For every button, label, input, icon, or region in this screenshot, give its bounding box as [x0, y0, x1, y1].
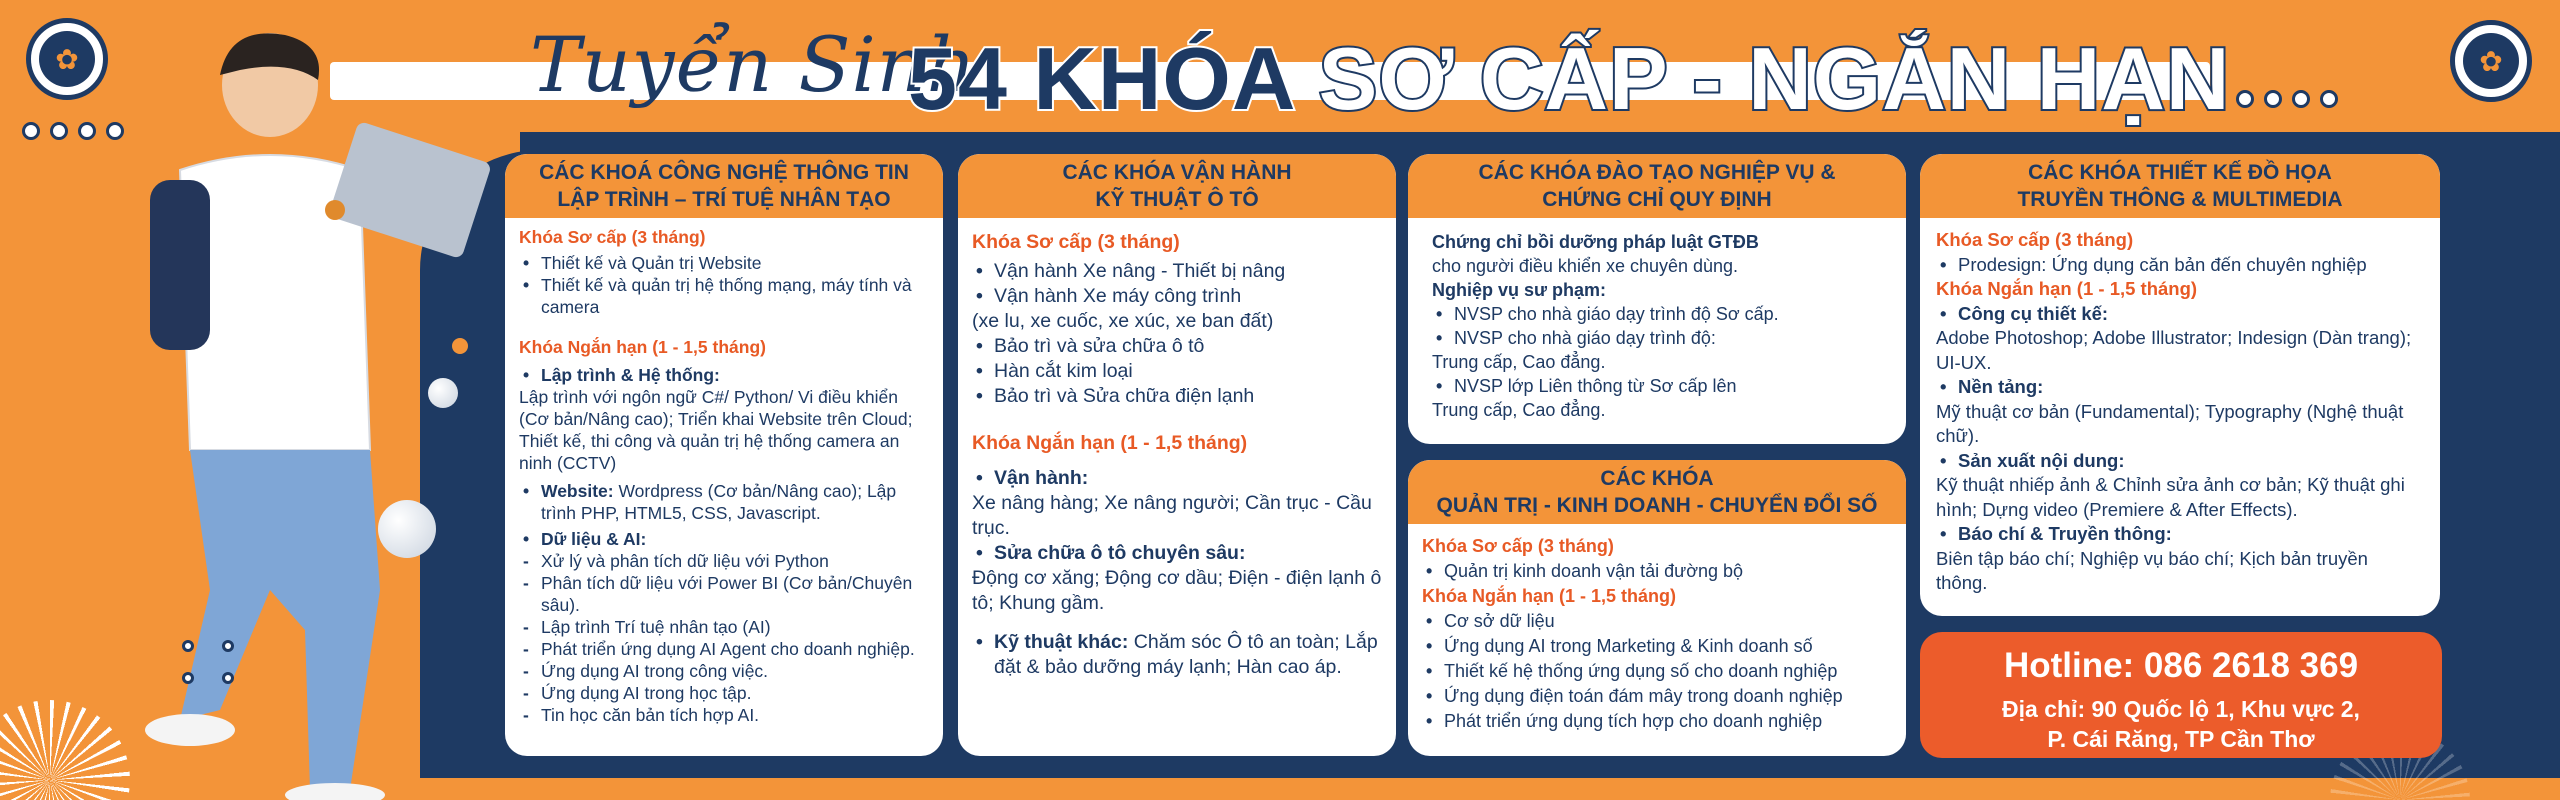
- title-part-b: SƠ CẤP - NGẮN HẠN: [1318, 29, 2231, 128]
- sphere-decoration: [428, 378, 458, 408]
- group-text: Biên tập báo chí; Nghiệp vụ báo chí; Kịch bản truyền thông.: [1936, 547, 2368, 593]
- card-title-line: TRUYỀN THÔNG & MULTIMEDIA: [2017, 188, 2343, 211]
- group-label: • Lập trình & Hệ thống:: [519, 364, 929, 386]
- card-graphic-design: [1920, 154, 2440, 616]
- group-label: • Sửa chữa ô tô chuyên sâu:: [972, 541, 1382, 566]
- list-item: [972, 630, 1382, 680]
- group-label: • Báo chí & Truyền thông:: [1936, 522, 2424, 547]
- student-illustration: [120, 30, 500, 800]
- list-item: • Phát triển ứng dụng tích hợp cho doanh nghiệp: [1422, 709, 1892, 734]
- address-line-1: Địa chỉ: 90 Quốc lộ 1, Khu vực 2,: [2002, 696, 2360, 722]
- list-item: • Thiết kế và quản trị hệ thống mạng, máy tính và camera: [519, 274, 929, 318]
- card-business-digital: [1408, 460, 1906, 756]
- list-item: • Bảo trì và sửa chữa ô tô: [972, 334, 1382, 359]
- list-item: • Bảo trì và Sửa chữa điện lạnh: [972, 384, 1382, 409]
- group-text: Xe nâng hàng; Xe nâng người; Cần trục - Cầu trục.: [972, 492, 1372, 539]
- school-logo-right: [2450, 20, 2532, 102]
- section-title: Khóa Sơ cấp (3 tháng): [1422, 536, 1614, 556]
- list-item: • Vận hành Xe nâng - Thiết bị nâng: [972, 259, 1382, 284]
- card-body: [505, 218, 943, 734]
- section-title: Khóa Sơ cấp (3 tháng): [519, 227, 706, 247]
- group-text: cho người điều khiển xe chuyên dùng.: [1432, 256, 1739, 276]
- contact-box: [1920, 632, 2442, 758]
- dot-decoration: [182, 640, 194, 652]
- group-text: Chăm sóc Ô tô an toàn; Lắp đặt & bảo dưỡng máy lạnh; Hàn cao áp.: [994, 631, 1378, 678]
- school-logo-left: [26, 18, 108, 100]
- section-title: Khóa Ngắn hạn (1 - 1,5 tháng): [972, 432, 1248, 454]
- group-label: • Sản xuất nội dung:: [1936, 449, 2424, 474]
- list-item: • Hàn cắt kim loại: [972, 359, 1382, 384]
- card-title-line: CHỨNG CHỈ QUY ĐỊNH: [1542, 188, 1772, 211]
- decorative-dots-title: [2236, 90, 2348, 113]
- section-title: Khóa Sơ cấp (3 tháng): [1936, 229, 2134, 250]
- list-item: - Phát triển ứng dụng AI Agent cho doanh nghiệp.: [519, 638, 929, 660]
- card-it-ai: [505, 154, 943, 756]
- list-item: • Ứng dụng điện toán đám mây trong doanh nghiệp: [1422, 684, 1892, 709]
- group-label: Website:: [541, 481, 614, 501]
- group-text: Trung cấp, Cao đẳng.: [1432, 352, 1606, 372]
- section-title: Khóa Ngắn hạn (1 - 1,5 tháng): [1422, 586, 1677, 606]
- list-item: • NVSP cho nhà giáo dạy trình độ:: [1432, 326, 1882, 350]
- list-item: • Thiết kế và Quản trị Website: [519, 252, 929, 274]
- card-header: [958, 154, 1396, 218]
- group-text: Trung cấp, Cao đẳng.: [1432, 400, 1606, 420]
- list-item: • Quản trị kinh doanh vận tải đường bộ: [1422, 559, 1892, 584]
- title-script: Tuyển Sinh: [530, 20, 977, 109]
- card-title-line: CÁC KHÓA ĐÀO TẠO NGHIỆP VỤ &: [1478, 161, 1836, 184]
- card-header: [1408, 154, 1906, 218]
- card-header: [505, 154, 943, 218]
- list-item: - Ứng dụng AI trong học tập.: [519, 682, 929, 704]
- sphere-decoration: [452, 338, 468, 354]
- group-label: Nghiệp vụ sư phạm:: [1432, 280, 1607, 300]
- group-label: Chứng chỉ bồi dưỡng pháp luật GTĐB: [1432, 232, 1759, 252]
- section-title: Khóa Ngắn hạn (1 - 1,5 tháng): [1936, 278, 2198, 299]
- group-label: • Công cụ thiết kế:: [1936, 302, 2424, 327]
- list-item: • NVSP cho nhà giáo dạy trình độ Sơ cấp.: [1432, 302, 1882, 326]
- card-title-line: CÁC KHÓA THIẾT KẾ ĐỒ HỌA: [2028, 161, 2332, 184]
- decorative-dots-left: [22, 122, 134, 145]
- hotline[interactable]: Hotline: 086 2618 369: [2003, 646, 2359, 685]
- section-title: Khóa Ngắn hạn (1 - 1,5 tháng): [519, 337, 766, 357]
- list-item: • NVSP lớp Liên thông từ Sơ cấp lên: [1432, 374, 1882, 398]
- card-title-line: KỸ THUẬT Ô TÔ: [1095, 188, 1259, 211]
- list-item: • Prodesign: Ứng dụng căn bản đến chuyên nghiệp: [1936, 253, 2424, 278]
- dot-decoration: [222, 640, 234, 652]
- card-title-line: LẬP TRÌNH – TRÍ TUỆ NHÂN TẠO: [557, 188, 891, 211]
- list-item: • Ứng dụng AI trong Marketing & Kinh doanh số: [1422, 634, 1892, 659]
- page-title: [908, 28, 2230, 130]
- list-item: - Lập trình Trí tuệ nhân tạo (AI): [519, 616, 929, 638]
- card-professional-cert: [1408, 154, 1906, 444]
- group-label: • Nền tảng:: [1936, 375, 2424, 400]
- list-item: • Thiết kế hệ thống ứng dụng số cho doanh nghiệp: [1422, 659, 1892, 684]
- group-label: • Vận hành:: [972, 466, 1382, 491]
- group-text: Adobe Photoshop; Adobe Illustrator; Indesign (Dàn trang); UI-UX.: [1936, 327, 2412, 373]
- card-title-line: CÁC KHÓA VẬN HÀNH: [1062, 161, 1292, 184]
- list-note: (xe lu, xe cuốc, xe xúc, xe ban đất): [972, 310, 1274, 332]
- list-item: - Phân tích dữ liệu với Power BI (Cơ bản/Chuyên sâu).: [519, 572, 929, 616]
- card-header: [1408, 460, 1906, 524]
- card-title-line: CÁC KHÓA: [1600, 467, 1714, 490]
- card-automotive: [958, 154, 1396, 756]
- list-item: - Ứng dụng AI trong công việc.: [519, 660, 929, 682]
- group-label: Kỹ thuật khác:: [994, 631, 1129, 653]
- list-item: - Tin học căn bản tích hợp AI.: [519, 704, 929, 726]
- list-item: • Cơ sở dữ liệu: [1422, 609, 1892, 634]
- dot-decoration: [222, 672, 234, 684]
- tree-icon: ✿: [2463, 33, 2519, 89]
- group-text: Lập trình với ngôn ngữ C#/ Python/ Vi điều khiển (Cơ bản/Nâng cao); Triển khai Website trên Cloud; Thiết kế, thi công và quản trị hệ thống camera an ninh (CCTV): [519, 387, 913, 473]
- group-text: Động cơ xăng; Động cơ dầu; Điện - điện lạnh ô tô; Khung gầm.: [972, 567, 1382, 614]
- list-item: [519, 480, 929, 524]
- group-text: Mỹ thuật cơ bản (Fundamental); Typography (Nghệ thuật chữ).: [1936, 400, 2404, 446]
- group-text: Wordpress (Cơ bản/Nâng cao); Lập trình PHP, HTML5, CSS, Javascript.: [541, 481, 897, 523]
- list-item: • Vận hành Xe máy công trình: [972, 284, 1382, 309]
- address-line-2: P. Cái Răng, TP Cần Thơ: [2047, 726, 2315, 752]
- card-body: [958, 218, 1396, 692]
- card-body: [1920, 218, 2440, 606]
- card-header: [1920, 154, 2440, 218]
- tree-icon: ✿: [39, 31, 95, 87]
- dot-decoration: [182, 672, 194, 684]
- card-body: [1408, 524, 1906, 744]
- title-part-a: 54 KHÓA: [908, 29, 1294, 128]
- card-body: [1408, 218, 1906, 434]
- card-title-line: CÁC KHOÁ CÔNG NGHỆ THÔNG TIN: [539, 161, 909, 184]
- sphere-decoration: [378, 500, 436, 558]
- group-text: Kỹ thuật nhiếp ảnh & Chỉnh sửa ảnh cơ bản; Kỹ thuật ghi hình; Dựng video (Premiere & After Effects).: [1936, 474, 2405, 520]
- list-item: - Xử lý và phân tích dữ liệu với Python: [519, 550, 929, 572]
- card-title-line: QUẢN TRỊ - KINH DOANH - CHUYỂN ĐỔI SỐ: [1436, 494, 1878, 517]
- group-label: • Dữ liệu & AI:: [519, 528, 929, 550]
- section-title: Khóa Sơ cấp (3 tháng): [972, 231, 1180, 253]
